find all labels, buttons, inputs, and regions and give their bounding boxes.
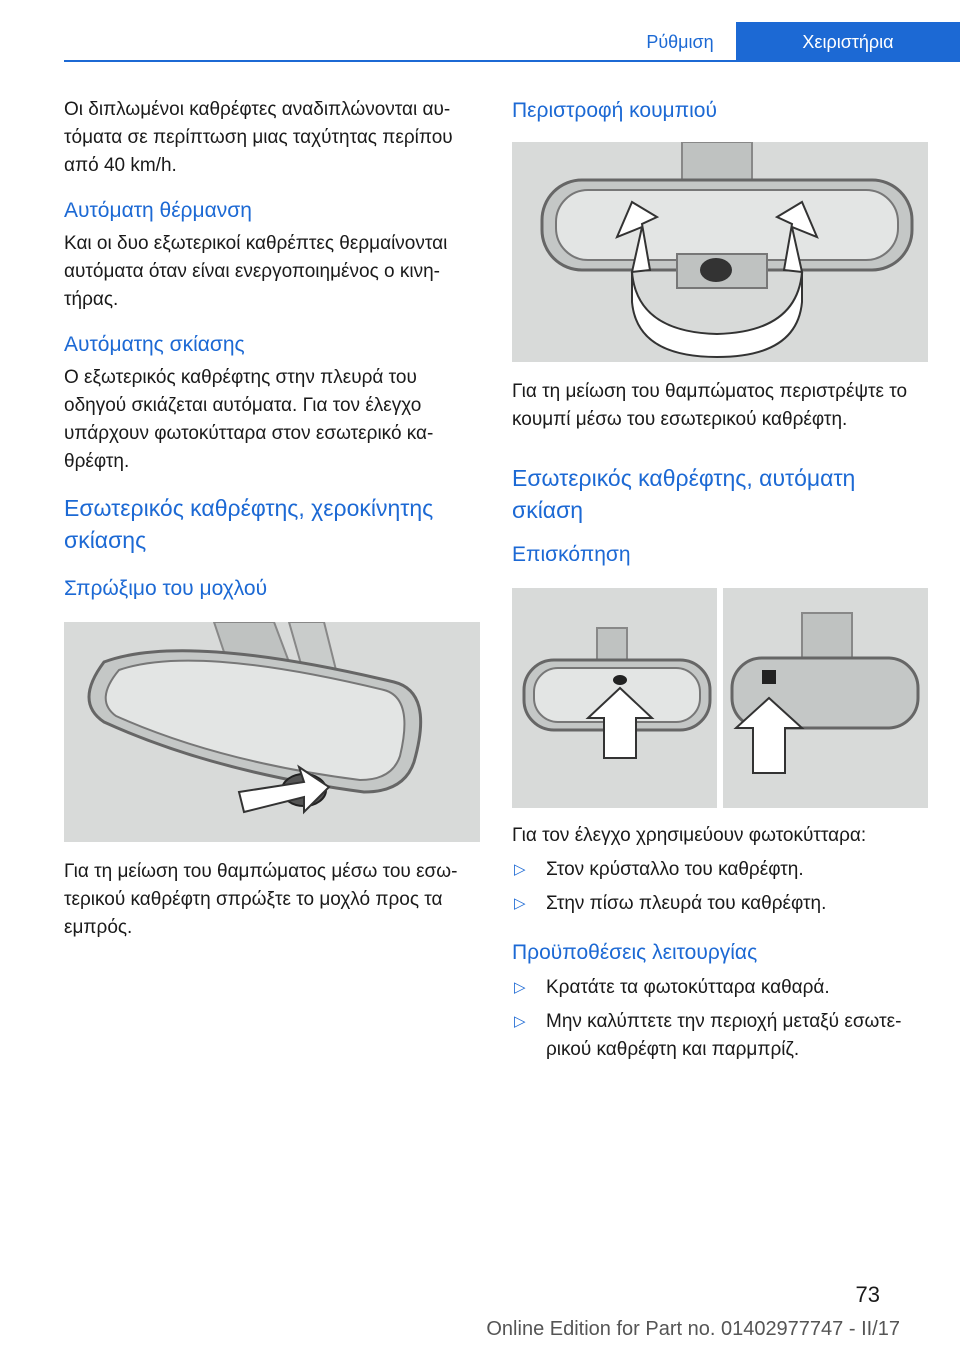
heading-auto-heating: Αυτόματη θέρμανση bbox=[64, 199, 252, 222]
prerequisites-list bbox=[512, 974, 928, 1064]
mirror-lever-illustration bbox=[64, 622, 480, 842]
page-number: 73 bbox=[855, 1282, 880, 1307]
header-tab-section[interactable]: Ρύθμιση bbox=[646, 32, 714, 52]
figure-knob-mirror bbox=[512, 142, 928, 362]
heading-auto-dimming: Αυτόματης σκίασης bbox=[64, 333, 245, 356]
heading-auto-dimming-interior: Εσωτερικός καθρέφτης, αυτόματη σκίαση bbox=[512, 465, 856, 523]
heading-overview: Επισκόπηση bbox=[512, 543, 631, 566]
list-item: ▷ Στον κρύσταλλο του καθρέφτη. bbox=[512, 856, 928, 884]
header-tab-chapter[interactable]: Χειριστήρια bbox=[736, 22, 960, 62]
triangle-bullet-icon: ▷ bbox=[514, 861, 526, 878]
edition-label: Online Edition for Part no. 01402977747 - II/17 bbox=[486, 1318, 900, 1340]
list-item: ▷ Στην πίσω πλευρά του καθρέφτη. bbox=[512, 890, 928, 918]
page-footer bbox=[400, 1282, 900, 1362]
heading-rotate-knob: Περιστροφή κουμπιού bbox=[512, 99, 717, 122]
photocell-illustration bbox=[512, 588, 928, 808]
heading-manual-dimming: Εσωτερικός καθρέφτης, χεροκίνητης σκίασης bbox=[64, 495, 434, 553]
heating-paragraph: Και οι δυο εξωτερικοί καθρέπτες θερμαίνονται αυτόματα όταν είναι ενεργοποιημένος ο κινητήρας. bbox=[64, 233, 448, 310]
overview-paragraph: Για τον έλεγχο χρησιμεύουν φωτοκύτταρα: bbox=[512, 825, 867, 846]
knob-caption: Για τη μείωση του θαμπώματος περιστρέψτε το κουμπί μέσω του εσωτερικού καθρέφτη. bbox=[512, 381, 908, 430]
figure-photocells bbox=[512, 588, 928, 808]
heading-prerequisites: Προϋποθέσεις λειτουργίας bbox=[512, 941, 758, 964]
mirror-knob-illustration bbox=[512, 142, 928, 362]
right-column bbox=[512, 96, 928, 1064]
list-item: ▷ Κρατάτε τα φωτοκύτταρα καθαρά. bbox=[512, 974, 928, 1002]
overview-list bbox=[512, 856, 928, 918]
heading-push-lever: Σπρώξιμο του μοχλού bbox=[64, 577, 268, 600]
header-rule bbox=[64, 60, 960, 62]
figure-lever-mirror bbox=[64, 622, 480, 842]
dimming-paragraph: Ο εξωτερικός καθρέφτης στην πλευρά του οδηγού σκιάζεται αυτόματα. Για τον έλεγχο υπάρχουν φωτοκύτταρα στον εσωτερικό καθρέφτη. bbox=[64, 367, 434, 472]
triangle-bullet-icon: ▷ bbox=[514, 1013, 526, 1030]
lever-caption: Για τη μείωση του θαμπώματος μέσω του εσωτερικού καθρέφτη σπρώξτε το μοχλό προς τα εμπρός. bbox=[64, 861, 458, 938]
intro-paragraph: Οι διπλωμένοι καθρέφτες αναδιπλώνονται αυτόματα σε περίπτωση μιας ταχύτητας περίπου από 40 km/h. bbox=[64, 99, 453, 176]
triangle-bullet-icon: ▷ bbox=[514, 979, 526, 996]
left-column bbox=[64, 96, 480, 942]
triangle-bullet-icon: ▷ bbox=[514, 895, 526, 912]
list-item: ▷ Μην καλύπτετε την περιοχή μεταξύ εσωτερικού καθρέφτη και παρμπρίζ. bbox=[512, 1008, 928, 1064]
